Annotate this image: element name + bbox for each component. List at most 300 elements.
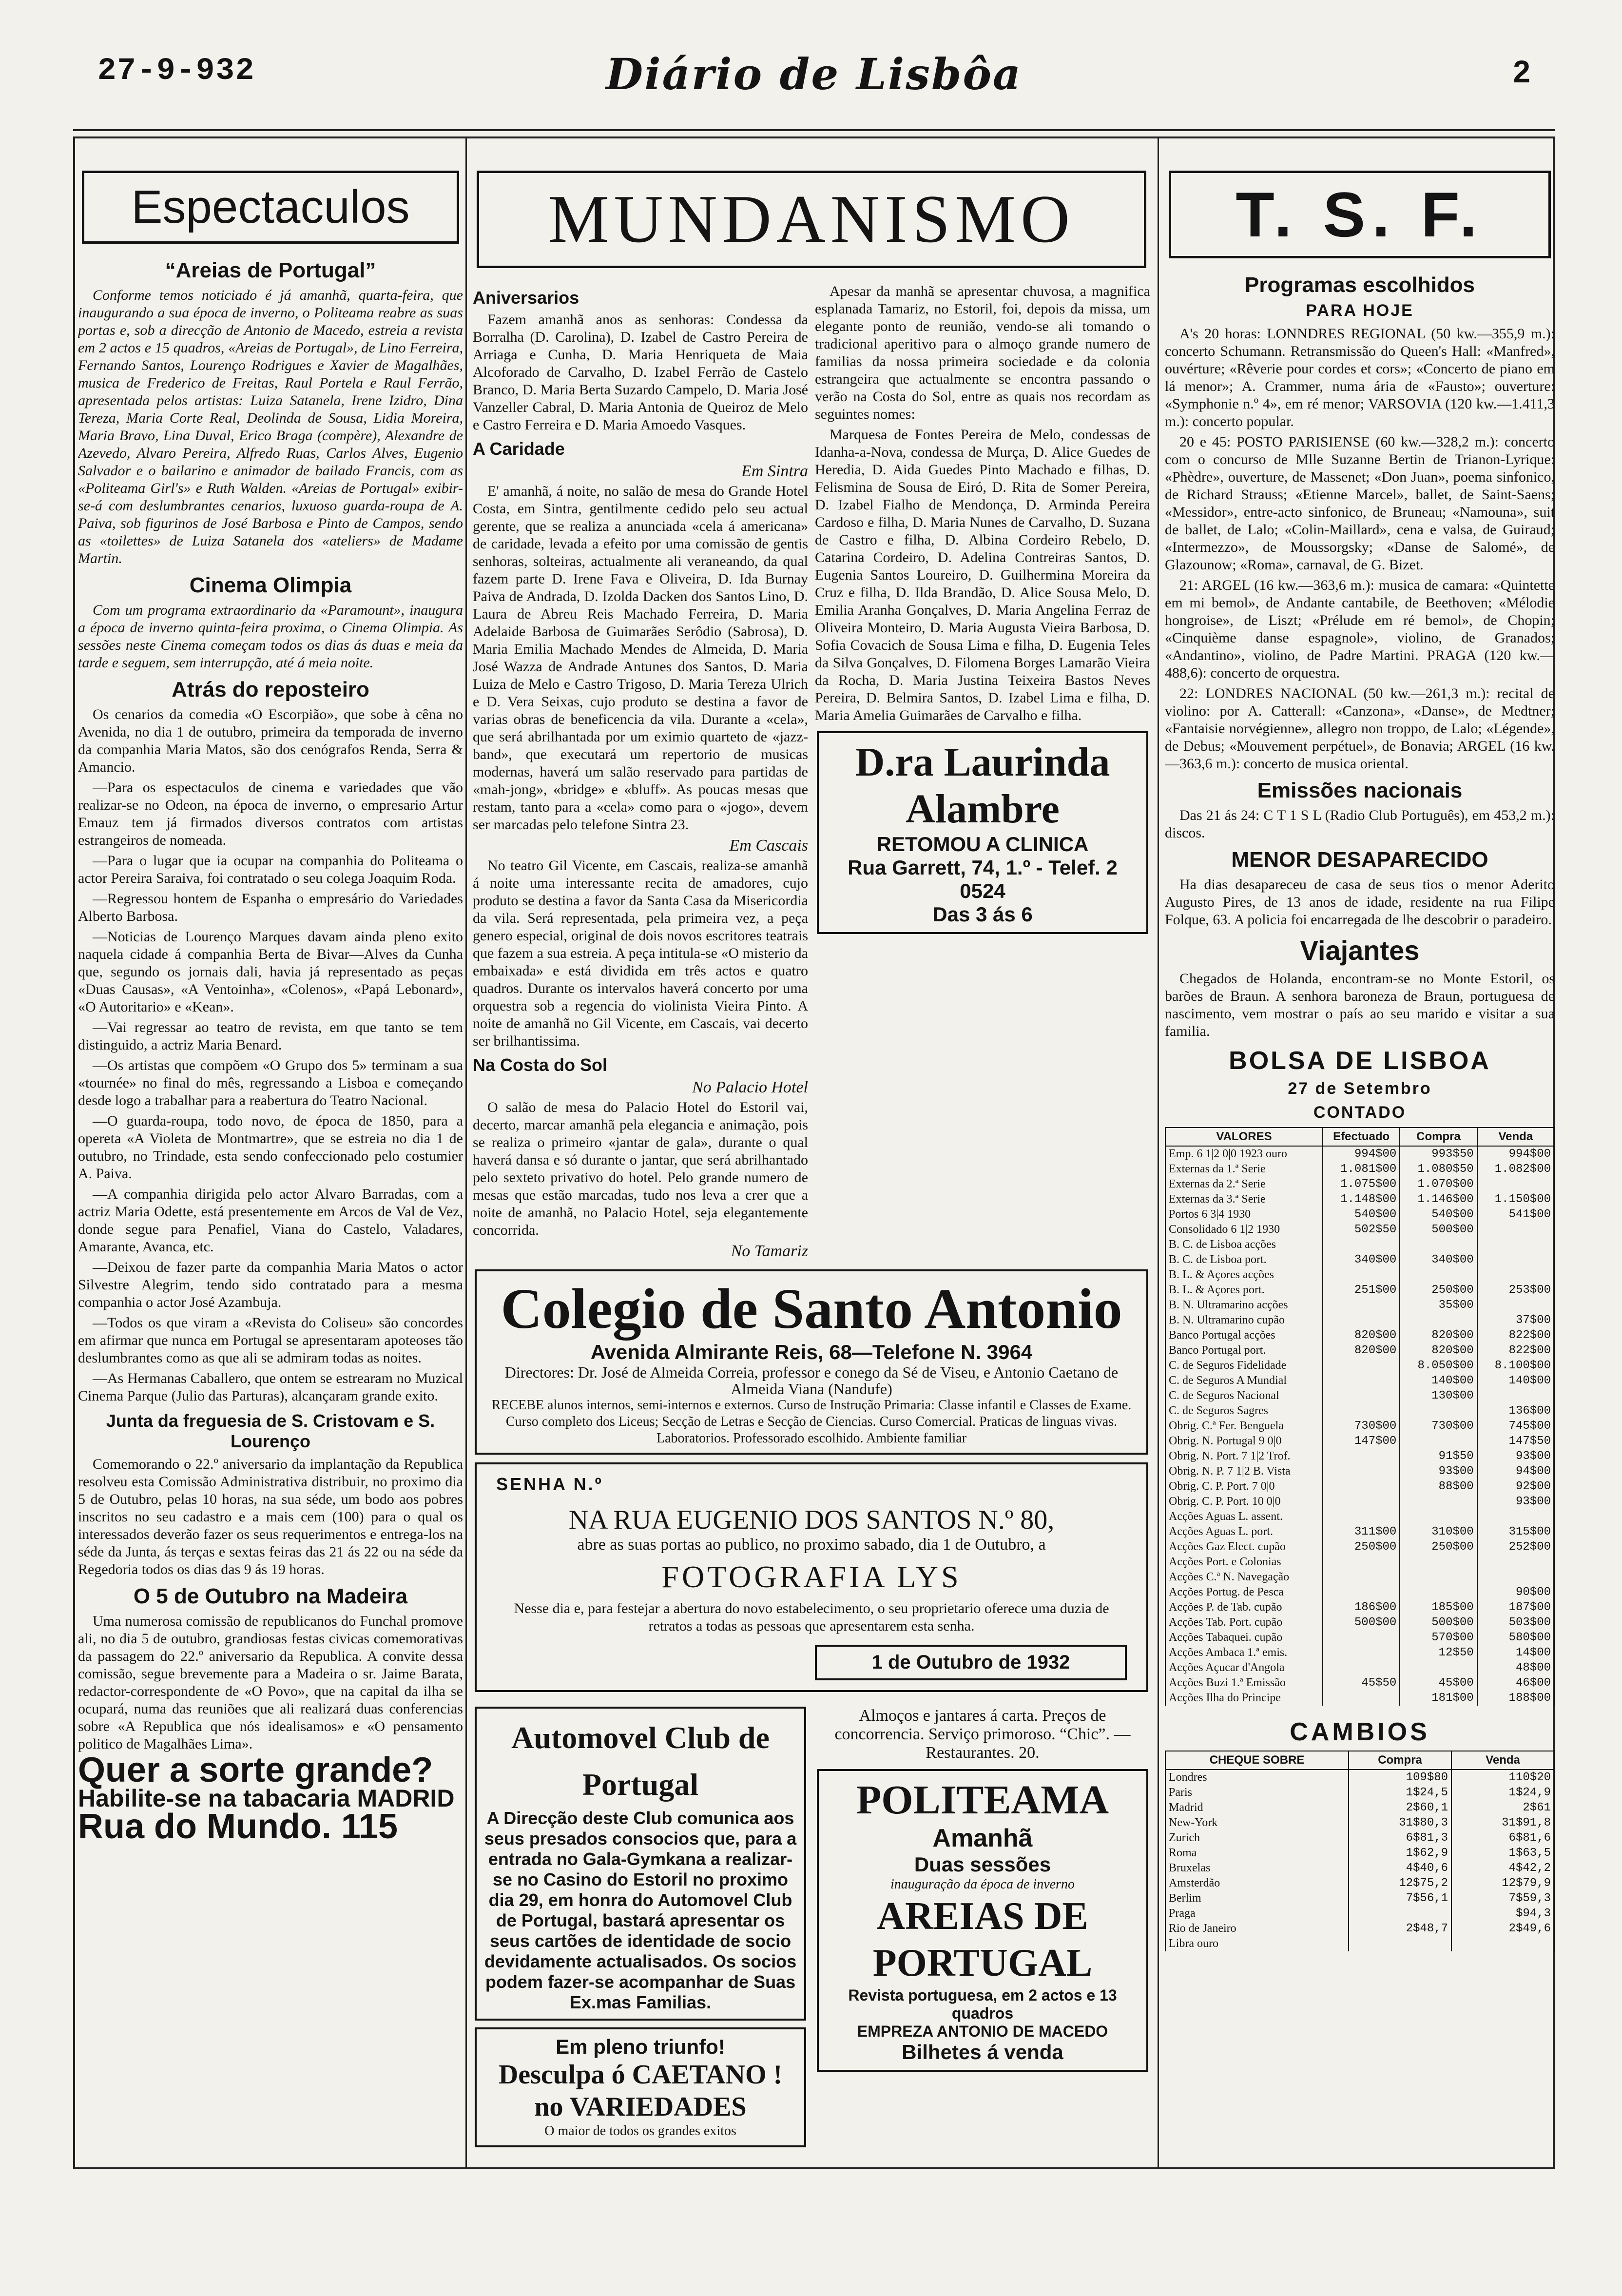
ad-colegio-text: RECEBE alunos internos, semi-internos e externos. Curso de Instrução Primaria: Classe infantil e Classes de Exame. Curso completo dos Liceus; Secção de Letras e Secção de Ciencias. Curso Comercial. Praticas de linguas vivas. Laboratorios. Professorado escolhido. Ambiente familiar: [491, 1398, 1132, 1446]
bolsa-cell: 45$00: [1400, 1675, 1477, 1691]
section-header-mundanismo: MUNDANISMO: [477, 171, 1146, 268]
bolsa-row: [1165, 1585, 1554, 1600]
bolsa-cell: 540$00: [1323, 1207, 1400, 1222]
heading-costa-do-sol: Na Costa do Sol: [473, 1055, 608, 1075]
cambios-cell: 1$24,5: [1349, 1785, 1451, 1800]
bolsa-cell: 147$50: [1477, 1434, 1554, 1449]
bottom-ads: [473, 1700, 1150, 2154]
ad-fotografia-lys: [475, 1462, 1148, 1692]
mundanismo-col-2: [815, 283, 1150, 1263]
bolsa-cell: [1323, 1373, 1400, 1388]
bolsa-header-cell: Compra: [1400, 1128, 1477, 1146]
bolsa-cell: 822$00: [1477, 1328, 1554, 1343]
ad-politeama: [817, 1769, 1148, 2072]
text-viajantes: Chegados de Holanda, encontram-se no Monte Estoril, os barões de Braun. A senhora baroneza de Braun, portuguesa de nascimento, vem mostrar o país ao seu marido e visitar a sua familia.: [1165, 971, 1555, 1039]
newspaper-title: Diário de Lisbôa: [605, 49, 1023, 99]
text-nomes: Marquesa de Fontes Pereira de Melo, condessas de Idanha-a-Nova, condessa de Murça, D. Alice Guedes de Heredia, D. Aida Guedes Pinto Machado e filhas, D. Felismina de Sousa de Eiró, D. Rita de Somer Pereira, D. Izabel Fialho de Mendonça, D. Arminda Pereira Cardoso e filha, D. Maria Nunes de Carvalho, D. Suzana de Castro e filha, D. Albina Cordeiro Rebelo, D. Catarina Cordeiro, D. Adelina Contreiras Santos, D. Eugenia Santos Loureiro, D. Guilhermina Moreira da Cruz e filha, D. Ilda Brandão, D. Alice Sousa Melo, D. Emilia Aranha Gonçalves, D. Maria Angelina Ferraz de Oliveira Monteiro, D. Maria Augusta Vieira Barbosa, D. Sofia Covacich de Sousa Lima e filha, D. Eugenia Teles da Silva Gonçalves, D. Filomena Borges Lamarão Vieira da Rocha, D. Maria Justina Teixeira Bastos Neves Pereira, D. Belmira Santos, D. Izabel Lima e filha, D. Maria Amelia Guimarães de Carvalho e filha.: [815, 427, 1150, 723]
ad-automovel-text: A Direcção deste Club comunica aos seus presados consocios que, para a entrada no Gala-Gymkana a realizar-se no Casino do Estoril no proximo dia 29, em honra do Automovel Club de Portugal, bastará apresentar os seus cartões de identidade de socio devidamente actualisados. Os socios podem fazer-se acompanhar de Suas Ex.mas Familias.: [484, 1808, 797, 2012]
bolsa-cell: [1477, 1267, 1554, 1283]
bolsa-cell: 502$50: [1323, 1222, 1400, 1237]
bolsa-row: [1165, 1675, 1554, 1691]
cambios-row: [1165, 1906, 1554, 1921]
bolsa-cell: 315$00: [1477, 1524, 1554, 1539]
bolsa-cell: Banco Portugal acções: [1165, 1328, 1323, 1343]
section-header-tsf: T. S. F.: [1169, 171, 1551, 258]
bolsa-cell: [1400, 1585, 1477, 1600]
ad-politeama-inaug: inauguração da época de inverno: [890, 1877, 1075, 1892]
bolsa-cell: [1400, 1570, 1477, 1585]
bolsa-cell: 140$00: [1400, 1373, 1477, 1388]
bolsa-cell: [1323, 1660, 1400, 1675]
cambios-cell: 2$49,6: [1451, 1921, 1554, 1936]
bolsa-contado: CONTADO: [1313, 1103, 1407, 1122]
reposteiro-paragraphs: [78, 706, 463, 1405]
ad-quer-line2: Habilite-se na tabacaria MADRID: [78, 1785, 455, 1812]
bolsa-cell: 730$00: [1323, 1419, 1400, 1434]
bolsa-cell: Externas da 3.ª Serie: [1165, 1192, 1323, 1207]
text-aniversarios: Fazem amanhã anos as senhoras: Condessa da Borralha (D. Carolina), D. Izabel de Castro Pereira de Arriaga e Cunha, D. Maria Henriqueta de Maia Alcoforado de Carvalho, D. Izabel Ferrão de Castelo Branco, D. Maria Berta Suzardo Campelo, D. Maria José Vanzeller Cabral, D. Maria Antonia de Queiroz de Melo e Castro Ferreira e D. Maria Amoedo Vasques.: [473, 311, 808, 433]
mundanismo-columns: [473, 283, 1150, 1263]
bolsa-header-cell: VALORES: [1165, 1128, 1323, 1146]
bolsa-cell: 130$00: [1400, 1388, 1477, 1403]
bolsa-cell: [1323, 1298, 1400, 1313]
cambios-cell: 7$59,3: [1451, 1891, 1554, 1906]
ad-politeama-name: POLITEAMA: [856, 1777, 1109, 1823]
bolsa-cell: 14$00: [1477, 1645, 1554, 1660]
bolsa-cell: [1323, 1403, 1400, 1419]
middle-column: [473, 146, 1150, 2160]
cambios-cell: Amsterdão: [1165, 1876, 1349, 1891]
bolsa-cell: 12$50: [1400, 1645, 1477, 1660]
cambios-cell: 2$60,1: [1349, 1800, 1451, 1815]
bolsa-cell: [1477, 1222, 1554, 1237]
bolsa-cell: Acções Buzi 1.ª Emissão: [1165, 1675, 1323, 1691]
bolsa-cell: 147$00: [1323, 1434, 1400, 1449]
ad-lys-line1: NA RUA EUGENIO DOS SANTOS N.º 80,: [568, 1505, 1055, 1535]
masthead: [97, 49, 1530, 112]
cambios-row: [1165, 1770, 1554, 1785]
bolsa-row: [1165, 1222, 1554, 1237]
bolsa-cell: [1400, 1313, 1477, 1328]
reposteiro-paragraph: —Deixou de fazer parte da companhia Maria Matos o actor Silvestre Alegrim, tendo sido contratado para a mesma companhia o actor José Azambuja.: [78, 1259, 463, 1310]
left-column: [78, 146, 463, 2160]
article-title-reposteiro: Atrás do reposteiro: [172, 678, 369, 701]
right-column: [1165, 146, 1555, 2160]
cambios-row: [1165, 1815, 1554, 1830]
cambios-cell: [1349, 1936, 1451, 1951]
bolsa-cell: 88$00: [1400, 1479, 1477, 1494]
bolsa-cell: 1.150$00: [1477, 1192, 1554, 1207]
heading-caridade: A Caridade: [473, 439, 565, 459]
bolsa-cell: Acções Aguas L. assent.: [1165, 1509, 1323, 1524]
cambios-row: [1165, 1876, 1554, 1891]
bolsa-cell: 140$00: [1477, 1373, 1554, 1388]
bolsa-cell: [1477, 1555, 1554, 1570]
bolsa-cell: 500$00: [1323, 1615, 1400, 1630]
bolsa-cell: 994$00: [1477, 1146, 1554, 1162]
text-sintra: E' amanhã, á noite, no salão de mesa do Grande Hotel Costa, em Sintra, gentilmente cedido pelo seu actual gerente, que se realiza a anunciada «cela á americana» de caridade, levada a efeito por uma comissão de gentis senhoras, solteiras, actualmente ali veraneando, da qual fazem parte D. Irene Fava e Oliveira, D. Ida Burnay Paiva de Andrada, D. Izolda Dacken dos Santos Lino, D. Laura de Abreu Reis Machado Ferreira, D. Maria Adelaide Barbosa de Guimarães Serôdio (Sabrosa), D. Maria Emilia Machado Mendes de Almeida, D. Maria José Wazza de Andrade Antunes dos Santos, D. Maria Luiza de Melo e Castro Trigoso, D. Maria Tereza Ulrich e D. Vera Seixas, cujo produto se destina a favor de varias obras de beneficencia da vila. Durante a «cela», que será abrilhantada por um eximio quarteto de «jazz-band», que executará um repertorio de musicas modernas, haverá um salão reservado para partidas de «mah-jong», «bridge» e «bluff». As poucas mesas que restam, tanto para a «cela» como para o «jogo», devem ser marcadas pelo telefone Sintra 23.: [473, 483, 808, 833]
ad-colegio-santo-antonio: [475, 1269, 1148, 1455]
cambios-cell: $94,3: [1451, 1906, 1554, 1921]
article-title-areias: “Areias de Portugal”: [165, 258, 376, 282]
cambios-cell: Rio de Janeiro: [1165, 1921, 1349, 1936]
bolsa-cell: B. L. & Açores acções: [1165, 1267, 1323, 1283]
bolsa-row: [1165, 1403, 1554, 1419]
text-emissoes: Das 21 ás 24: C T 1 S L (Radio Club Português), em 453,2 m.): discos.: [1165, 807, 1555, 841]
bolsa-row: [1165, 1373, 1554, 1388]
bolsa-row: [1165, 1615, 1554, 1630]
radio-program-entry: 22: LONDRES NACIONAL (50 kw.—261,3 m.): recital de violino: por A. Catterall: «Canzona», «Danse», de Medtner; «Fantaisie norvégienne», allegro non troppo, de Lalo; «Légende», de Debus; «Mouvement perpétuel», de Bonavia; ARGEL (16 kw.—363,6 m.): concerto de musica oriental.: [1165, 685, 1555, 772]
bolsa-row: [1165, 1192, 1554, 1207]
bolsa-row: [1165, 1509, 1554, 1524]
heading-programas: Programas escolhidos: [1245, 273, 1475, 297]
bolsa-cell: [1477, 1509, 1554, 1524]
ad-lys-line2: abre as suas portas ao publico, no proximo sabado, dia 1 de Outubro, a: [577, 1536, 1046, 1554]
radio-program-entry: A's 20 horas: LONNDRES REGIONAL (50 kw.—355,9 m.): concerto Schumann. Retransmissão do Queen's Hall: «Manfred», ouvérture; «Rêverie pour cordes et cors»; «Concerto de piano em lá menor»; A. Crammer, numa ária de «Fausto»; ouverture: «Symphonie n.º 4», em ré menor; VARSOVIA (120 kw.—1.411,3 m.): concerto popular.: [1165, 326, 1555, 429]
ad-colegio-name: Colegio de Santo Antonio: [501, 1277, 1122, 1341]
cambios-cell: Paris: [1165, 1785, 1349, 1800]
subheading-para-hoje: PARA HOJE: [1306, 301, 1414, 320]
bolsa-cell: [1323, 1645, 1400, 1660]
ad-variedades: [475, 2027, 806, 2147]
bolsa-cell: Obrig. N. Port. 7 1|2 Trof.: [1165, 1449, 1323, 1464]
bolsa-cell: 48$00: [1477, 1660, 1554, 1675]
ad-politeama-bilhetes: Bilhetes á venda: [902, 2041, 1063, 2063]
ad-laurinda-line2: Rua Garrett, 74, 1.º - Telef. 2 0524: [848, 856, 1118, 902]
bolsa-cell: 46$00: [1477, 1675, 1554, 1691]
bolsa-row: [1165, 1267, 1554, 1283]
bolsa-cell: Obrig. C. P. Port. 7 0|0: [1165, 1479, 1323, 1494]
bolsa-row: [1165, 1177, 1554, 1192]
bolsa-row: [1165, 1343, 1554, 1358]
bolsa-cell: 1.148$00: [1323, 1192, 1400, 1207]
masthead-rule: [73, 129, 1555, 131]
bolsa-cell: 93$00: [1477, 1494, 1554, 1509]
bolsa-row: [1165, 1524, 1554, 1539]
bottom-ads-right: [815, 1700, 1150, 2154]
text-tamariz: Apesar da manhã se apresentar chuvosa, a magnifica esplanada Tamariz, no Estoril, foi, depois da missa, um elegante ponto de reunião, vendo-se ali tomando o tradicional aperitivo para o almoço grande numero de familias da nossa primeira sociedade e da colonia estrangeira que actualmente se encontra passando o verão na Costa do Sol, entre as quais nos recordam as seguintes nomes:: [815, 283, 1150, 422]
bolsa-row: [1165, 1298, 1554, 1313]
cambios-cell: Praga: [1165, 1906, 1349, 1921]
bolsa-cell: 730$00: [1400, 1419, 1477, 1434]
page-number: 2: [1513, 54, 1530, 89]
bolsa-cell: 188$00: [1477, 1691, 1554, 1706]
bolsa-cell: [1400, 1509, 1477, 1524]
bolsa-cell: Acções Gaz Elect. cupão: [1165, 1539, 1323, 1555]
bolsa-cell: [1323, 1585, 1400, 1600]
bolsa-cell: Obrig. N. Portugal 9 0|0: [1165, 1434, 1323, 1449]
ad-lys-name: FOTOGRAFIA LYS: [661, 1559, 962, 1594]
bolsa-cell: 8.050$00: [1400, 1358, 1477, 1373]
bolsa-cell: C. de Seguros Sagres: [1165, 1403, 1323, 1419]
bolsa-cell: [1323, 1494, 1400, 1509]
bolsa-row: [1165, 1479, 1554, 1494]
bolsa-cell: Externas da 1.ª Serie: [1165, 1162, 1323, 1177]
bolsa-row: [1165, 1570, 1554, 1585]
ad-politeama-show: AREIAS DE PORTUGAL: [872, 1895, 1093, 1985]
article-text-junta: Comemorando o 22.º aniversario da implantação da Republica resolveu esta Comissão Administrativa distribuir, no proximo dia 5 de Outubro, pelas 10 horas, na sua séde, um bodo aos pobres inscritos no seu cadastro e a mais cem (100) para o qual os interessados deverão fazer os seus requerimentos e entrega-los na séde da Junta, ás terças e sextas feiras das 21 ás 22 ou na séde da Regedoria todos os dias das 9 ás 19 horas.: [78, 1456, 463, 1577]
bolsa-cell: Acções Açucar d'Angola: [1165, 1660, 1323, 1675]
cambios-header-cell: Compra: [1349, 1751, 1451, 1770]
bolsa-row: [1165, 1283, 1554, 1298]
heading-bolsa: BOLSA DE LISBOA: [1229, 1047, 1491, 1075]
bolsa-cell: Emp. 6 1|2 0|0 1923 ouro: [1165, 1146, 1323, 1162]
cambios-cell: 6$81,3: [1349, 1830, 1451, 1846]
bolsa-cell: 93$00: [1477, 1449, 1554, 1464]
bolsa-cell: 994$00: [1323, 1146, 1400, 1162]
article-title-olimpia: Cinema Olimpia: [189, 573, 352, 597]
bolsa-cell: 340$00: [1400, 1252, 1477, 1267]
article-text-areias: Conforme temos noticiado é já amanhã, quarta-feira, que inaugurando a sua época de inverno, o Politeama reabre as suas portas e, sob a direcção de Antonio de Macedo, estreia a revista em 2 actos e 15 quadros, «Areias de Portugal», de Lino Ferreira, Fernando Santos, Lourenço Rodrigues e Xavier de Magalhães, musica de Frederico de Freitas, Raul Portela e Raul Ferrão, apresentada pelos artistas: Luiza Satanela, Irene Izidro, Dina Tereza, Maria Corte Real, Deolinda de Sousa, Lidia Moreira, Maria Bravo, Lina Duval, Erico Braga (compère), Alexandre de Azevedo, Alvaro Pereira, Alfredo Ruas, Carlos Alves, Eugenio Salvador e o bailarino e animador de bailado Francis, com as «Politeama Girl's» e Ruth Walden. «Areias de Portugal» exibir-se-á com deslumbrantes cenarios, luxuoso guarda-roupa de A. Paiva, sob figurinos de José Barbosa e Pinto de Campos, sendo as «toilettes» de Luiza Satanela dos «ateliers» de Madame Martin.: [78, 287, 463, 566]
bolsa-cell: [1323, 1267, 1400, 1283]
ad-laurinda-line1: RETOMOU A CLINICA: [876, 833, 1089, 856]
bolsa-cell: 186$00: [1323, 1600, 1400, 1615]
bolsa-cell: Acções C.ª N. Navegação: [1165, 1570, 1323, 1585]
bolsa-cell: [1400, 1555, 1477, 1570]
bolsa-cell: C. de Seguros Nacional: [1165, 1388, 1323, 1403]
ad-quer-line3: Rua do Mundo. 115: [78, 1807, 398, 1846]
bolsa-cell: B. L. & Açores port.: [1165, 1283, 1323, 1298]
reposteiro-paragraph: —Todos os que viram a «Revista do Coliseu» são concordes em afirmar que nunca em Portugal se apresentaram apoteoses tão deslumbrantes como as que ali se admiram todas as noites.: [78, 1315, 463, 1366]
cambios-row: [1165, 1830, 1554, 1846]
cambios-cell: [1349, 1906, 1451, 1921]
cambios-cell: Londres: [1165, 1770, 1349, 1785]
bolsa-cell: 1.080$50: [1400, 1162, 1477, 1177]
bolsa-cell: Obrig. N. P. 7 1|2 B. Vista: [1165, 1464, 1323, 1479]
cambios-cell: 1$62,9: [1349, 1846, 1451, 1861]
bolsa-row: [1165, 1252, 1554, 1267]
heading-cambios: CAMBIOS: [1290, 1718, 1430, 1746]
bolsa-cell: Acções Tabaquei. cupão: [1165, 1630, 1323, 1645]
bolsa-cell: [1323, 1570, 1400, 1585]
bolsa-cell: 250$00: [1323, 1539, 1400, 1555]
ad-politeama-amanha: Amanhã: [932, 1824, 1033, 1852]
bolsa-row: [1165, 1313, 1554, 1328]
article-title-junta: Junta da freguesia de S. Cristovam e S. Lourenço: [106, 1411, 435, 1451]
bolsa-cell: B. C. de Lisboa port.: [1165, 1252, 1323, 1267]
bolsa-row: [1165, 1434, 1554, 1449]
label-cascais: Em Cascais: [729, 837, 808, 855]
article-title-madeira: O 5 de Outubro na Madeira: [133, 1584, 408, 1608]
ad-lys-senha: SENHA N.º: [496, 1474, 603, 1494]
ad-variedades-line3: no VARIEDADES: [534, 2092, 747, 2122]
bolsa-cell: [1323, 1388, 1400, 1403]
bolsa-cell: [1400, 1494, 1477, 1509]
bolsa-row: [1165, 1494, 1554, 1509]
bolsa-cell: 500$00: [1400, 1615, 1477, 1630]
bolsa-cell: [1323, 1464, 1400, 1479]
bolsa-header-cell: Venda: [1477, 1128, 1554, 1146]
column-divider-left: [465, 136, 467, 2169]
bolsa-row: [1165, 1630, 1554, 1645]
bolsa-cell: [1400, 1403, 1477, 1419]
bolsa-cell: 503$00: [1477, 1615, 1554, 1630]
cambios-cell: 6$81,6: [1451, 1830, 1554, 1846]
bolsa-cell: 187$00: [1477, 1600, 1554, 1615]
bolsa-cell: 500$00: [1400, 1222, 1477, 1237]
bolsa-cell: [1323, 1691, 1400, 1706]
cambios-cell: Roma: [1165, 1846, 1349, 1861]
ad-lys-text: Nesse dia e, para festejar a abertura do novo estabelecimento, o seu proprietario oferece uma duzia de retratos a todas as pessoas que apresentarem esta senha.: [514, 1600, 1109, 1634]
bolsa-cell: 136$00: [1477, 1403, 1554, 1419]
cambios-cell: Bruxelas: [1165, 1861, 1349, 1876]
bolsa-cell: [1477, 1298, 1554, 1313]
cambios-cell: 109$80: [1349, 1770, 1451, 1785]
bolsa-cell: 251$00: [1323, 1283, 1400, 1298]
bolsa-cell: 1.082$00: [1477, 1162, 1554, 1177]
reposteiro-paragraph: —As Hermanas Caballero, que ontem se estrearam no Muzical Cinema Parque (Julio das Parturas), alcançaram grande exito.: [78, 1370, 463, 1404]
bolsa-cell: 820$00: [1323, 1343, 1400, 1358]
bolsa-cell: 570$00: [1400, 1630, 1477, 1645]
bolsa-cell: 1.146$00: [1400, 1192, 1477, 1207]
bolsa-cell: [1323, 1313, 1400, 1328]
bolsa-cell: 311$00: [1323, 1524, 1400, 1539]
radio-program-entry: 20 e 45: POSTO PARISIENSE (60 kw.—328,2 m.): concerto com o concurso de Mlle Suzanne Bertin de Trianon-Lyrique: «Phèdre», ouverture, de Massenet; «Don Juan», poema sinfonico, de Richard Strauss; «Etienne Marcel», ballet, de Saint-Saens; «Messidor», entre-acto sinfonico, de Bruneau; «Namouna», suit de ballet, de Lalo; «Colin-Maillard», cena e valsa, de Guiraud; «Intermezzo», de Moussorgsky; «Danse de Salomé», de Glazounow; «Roma», carnaval, de G. Bizet.: [1165, 434, 1555, 573]
cambios-cell: New-York: [1165, 1815, 1349, 1830]
bolsa-cell: [1477, 1237, 1554, 1252]
bolsa-cell: [1323, 1630, 1400, 1645]
bolsa-cell: [1400, 1267, 1477, 1283]
bolsa-cell: 250$00: [1400, 1539, 1477, 1555]
bolsa-cell: C. de Seguros Fidelidade: [1165, 1358, 1323, 1373]
ad-politeama-empresa: EMPREZA ANTONIO DE MACEDO: [857, 2023, 1108, 2040]
bolsa-row: [1165, 1237, 1554, 1252]
reposteiro-paragraph: —Para os espectaculos de cinema e variedades que vão realizar-se no Odeon, na época de inverno, o empresario Artur Emauz tem já firmados diversos contratos com artistas estrangeiros de nomeada.: [78, 779, 463, 848]
bolsa-cell: Acções P. de Tab. cupão: [1165, 1600, 1323, 1615]
bolsa-header-cell: Efectuado: [1323, 1128, 1400, 1146]
reposteiro-paragraph: —Os artistas que compõem «O Grupo dos 5» terminam a sua «tournée» no final do mês, regressando a Lisboa e começando desde logo a trabalhar para a reabertura do Teatro Nacional.: [78, 1057, 463, 1109]
bolsa-cell: 541$00: [1477, 1207, 1554, 1222]
article-text-madeira: Uma numerosa comissão de republicanos do Funchal promove ali, no dia 5 de outubro, grandiosas festas civicas comemorativas da passagem do 22.º aniversario da Republica. A convite dessa comissão, segue brevemente para a Madeira o sr. Jaime Barata, redactor-correspondente de «O Povo», que na capital da ilha se ocupará, numa das reuniões que ali realizará duas conferencias sobre «A Republica que nós idealisamos» e «O pensamento politico de Magalhães Lima».: [78, 1613, 463, 1752]
bolsa-date: 27 de Setembro: [1288, 1079, 1432, 1098]
bolsa-cell: Acções Portug. de Pesca: [1165, 1585, 1323, 1600]
heading-aniversarios: Aniversarios: [473, 288, 579, 308]
bolsa-cell: [1323, 1555, 1400, 1570]
ad-almocos: Almoços e jantares á carta. Preços de concorrencia. Serviço primoroso. “Chic”. — Restaurantes. 20.: [834, 1707, 1131, 1762]
bolsa-cell: Consolidado 6 1|2 1930: [1165, 1222, 1323, 1237]
label-palacio: No Palacio Hotel: [692, 1078, 808, 1096]
bolsa-cell: [1477, 1570, 1554, 1585]
text-palacio: O salão de mesa do Palacio Hotel do Estoril vai, decerto, marcar amanhã pela elegancia e animação, pois se realiza o primeiro «jantar de gala», durante o qual haverá dansa e só durante o jantar, que será abrilhantado pelo sexteto privativo do hotel. Pelo grande numero de mesas que estão marcadas, tudo nos leva a crer que a noite de amanhã, no Palacio Hotel, seja elegantemente concorrida.: [473, 1099, 808, 1238]
bolsa-cell: Obrig. C.ª Fer. Benguela: [1165, 1419, 1323, 1434]
bolsa-cell: [1323, 1509, 1400, 1524]
cambios-cell: 4$40,6: [1349, 1861, 1451, 1876]
bolsa-row: [1165, 1162, 1554, 1177]
bolsa-cell: 35$00: [1400, 1298, 1477, 1313]
ad-laurinda-line3: Das 3 ás 6: [932, 903, 1033, 926]
cambios-row: [1165, 1936, 1554, 1951]
bolsa-cell: B. C. de Lisboa acções: [1165, 1237, 1323, 1252]
bolsa-cell: B. N. Ultramarino acções: [1165, 1298, 1323, 1313]
bolsa-cell: 250$00: [1400, 1283, 1477, 1298]
heading-menor: MENOR DESAPARECIDO: [1231, 848, 1488, 872]
reposteiro-paragraph: —Vai regressar ao teatro de revista, em que tanto se tem distinguido, a actriz Maria Benard.: [78, 1019, 463, 1053]
bolsa-cell: [1477, 1177, 1554, 1192]
bolsa-cell: 1.075$00: [1323, 1177, 1400, 1192]
bolsa-cell: [1400, 1660, 1477, 1675]
bolsa-cell: 540$00: [1400, 1207, 1477, 1222]
bolsa-cell: Banco Portugal port.: [1165, 1343, 1323, 1358]
ad-politeama-desc: Revista portuguesa, em 2 actos e 13 quadros: [848, 1986, 1117, 2022]
ad-automovel-title: Automovel Club de Portugal: [511, 1720, 770, 1802]
bolsa-cell: 252$00: [1477, 1539, 1554, 1555]
cambios-row: [1165, 1861, 1554, 1876]
bolsa-row: [1165, 1328, 1554, 1343]
cambios-cell: Berlim: [1165, 1891, 1349, 1906]
ad-politeama-sessoes: Duas sessões: [914, 1853, 1051, 1876]
cambios-row: [1165, 1846, 1554, 1861]
reposteiro-paragraph: —Regressou hontem de Espanha o empresário do Variedades Alberto Barbosa.: [78, 891, 463, 924]
bolsa-cell: [1477, 1252, 1554, 1267]
reposteiro-paragraph: —A companhia dirigida pelo actor Alvaro Barradas, com a actriz Maria Odette, está presentemente em Arcos de Val de Vez, donde segue para Penafiel, Viana do Castelo, Valadares, Amarante, Avanca, etc.: [78, 1186, 463, 1255]
bolsa-row: [1165, 1691, 1554, 1706]
bolsa-cell: 45$50: [1323, 1675, 1400, 1691]
mundanismo-col-1: [473, 283, 808, 1263]
bolsa-cell: 1.070$00: [1400, 1177, 1477, 1192]
label-tamariz: No Tamariz: [731, 1242, 808, 1260]
bolsa-table: [1165, 1127, 1555, 1706]
cambios-cell: 2$48,7: [1349, 1921, 1451, 1936]
cambios-cell: 31$80,3: [1349, 1815, 1451, 1830]
bolsa-row: [1165, 1539, 1554, 1555]
bolsa-row: [1165, 1207, 1554, 1222]
heading-emissoes: Emissões nacionais: [1257, 778, 1463, 802]
cambios-cell: Madrid: [1165, 1800, 1349, 1815]
bolsa-row: [1165, 1419, 1554, 1434]
bolsa-cell: 181$00: [1400, 1691, 1477, 1706]
bolsa-cell: 90$00: [1477, 1585, 1554, 1600]
bolsa-cell: 310$00: [1400, 1524, 1477, 1539]
bolsa-cell: Acções Tab. Port. cupão: [1165, 1615, 1323, 1630]
radio-programs: [1165, 325, 1555, 773]
bolsa-cell: 91$50: [1400, 1449, 1477, 1464]
bolsa-cell: 185$00: [1400, 1600, 1477, 1615]
cambios-cell: 4$42,2: [1451, 1861, 1554, 1876]
bolsa-cell: 822$00: [1477, 1343, 1554, 1358]
cambios-cell: [1451, 1936, 1554, 1951]
ad-laurinda-name: D.ra Laurinda Alambre: [855, 739, 1110, 832]
cambios-cell: 31$91,8: [1451, 1815, 1554, 1830]
ad-tabacaria-madrid: [78, 1751, 463, 1846]
bolsa-row: [1165, 1388, 1554, 1403]
label-sintra: Em Sintra: [741, 462, 808, 480]
ad-automovel-club: [475, 1707, 806, 2021]
bolsa-cell: 340$00: [1323, 1252, 1400, 1267]
bolsa-cell: Acções Ilha do Principe: [1165, 1691, 1323, 1706]
radio-program-entry: 21: ARGEL (16 kw.—363,6 m.): musica de camara: «Quintette em mi bemol», de Andante cantabile, de Beethoven; «Mélodie hongroise», de Liszt; «Prélude em ré bemol», de Chopin; «Cinquième danse espagnole», violino, de Granados; «Andantino», violino, de Padre Martini. PRAGA (120 kw.—488,6): concerto de orquestra.: [1165, 577, 1555, 681]
bolsa-row: [1165, 1146, 1554, 1162]
bolsa-cell: 94$00: [1477, 1464, 1554, 1479]
bolsa-cell: 580$00: [1477, 1630, 1554, 1645]
ad-variedades-line4: O maior de todos os grandes exitos: [544, 2123, 736, 2139]
reposteiro-paragraph: —Para o lugar que ia ocupar na companhia do Politeama o actor Pereira Saraiva, foi contratado o seu colega Joaquim Roda.: [78, 853, 463, 886]
bolsa-cell: [1323, 1449, 1400, 1464]
bolsa-row: [1165, 1600, 1554, 1615]
bolsa-cell: 253$00: [1477, 1283, 1554, 1298]
bolsa-cell: [1323, 1237, 1400, 1252]
bolsa-cell: 37$00: [1477, 1313, 1554, 1328]
bolsa-row: [1165, 1660, 1554, 1675]
cambios-row: [1165, 1921, 1554, 1936]
cambios-cell: Libra ouro: [1165, 1936, 1349, 1951]
cambios-cell: 110$20: [1451, 1770, 1554, 1785]
bolsa-row: [1165, 1464, 1554, 1479]
article-text-olimpia: Com um programa extraordinario da «Paramount», inaugura a época de inverno quinta-feira proxima, o Cinema Olimpia. As sessões neste Cinema começam todos os dias ás duas e meia da tarde e seguem, sem interrupção, até á meia noite.: [78, 602, 463, 671]
column-divider-right: [1158, 136, 1159, 2169]
cambios-table: [1165, 1751, 1555, 1951]
bolsa-cell: 1.081$00: [1323, 1162, 1400, 1177]
cambios-cell: 7$56,1: [1349, 1891, 1451, 1906]
